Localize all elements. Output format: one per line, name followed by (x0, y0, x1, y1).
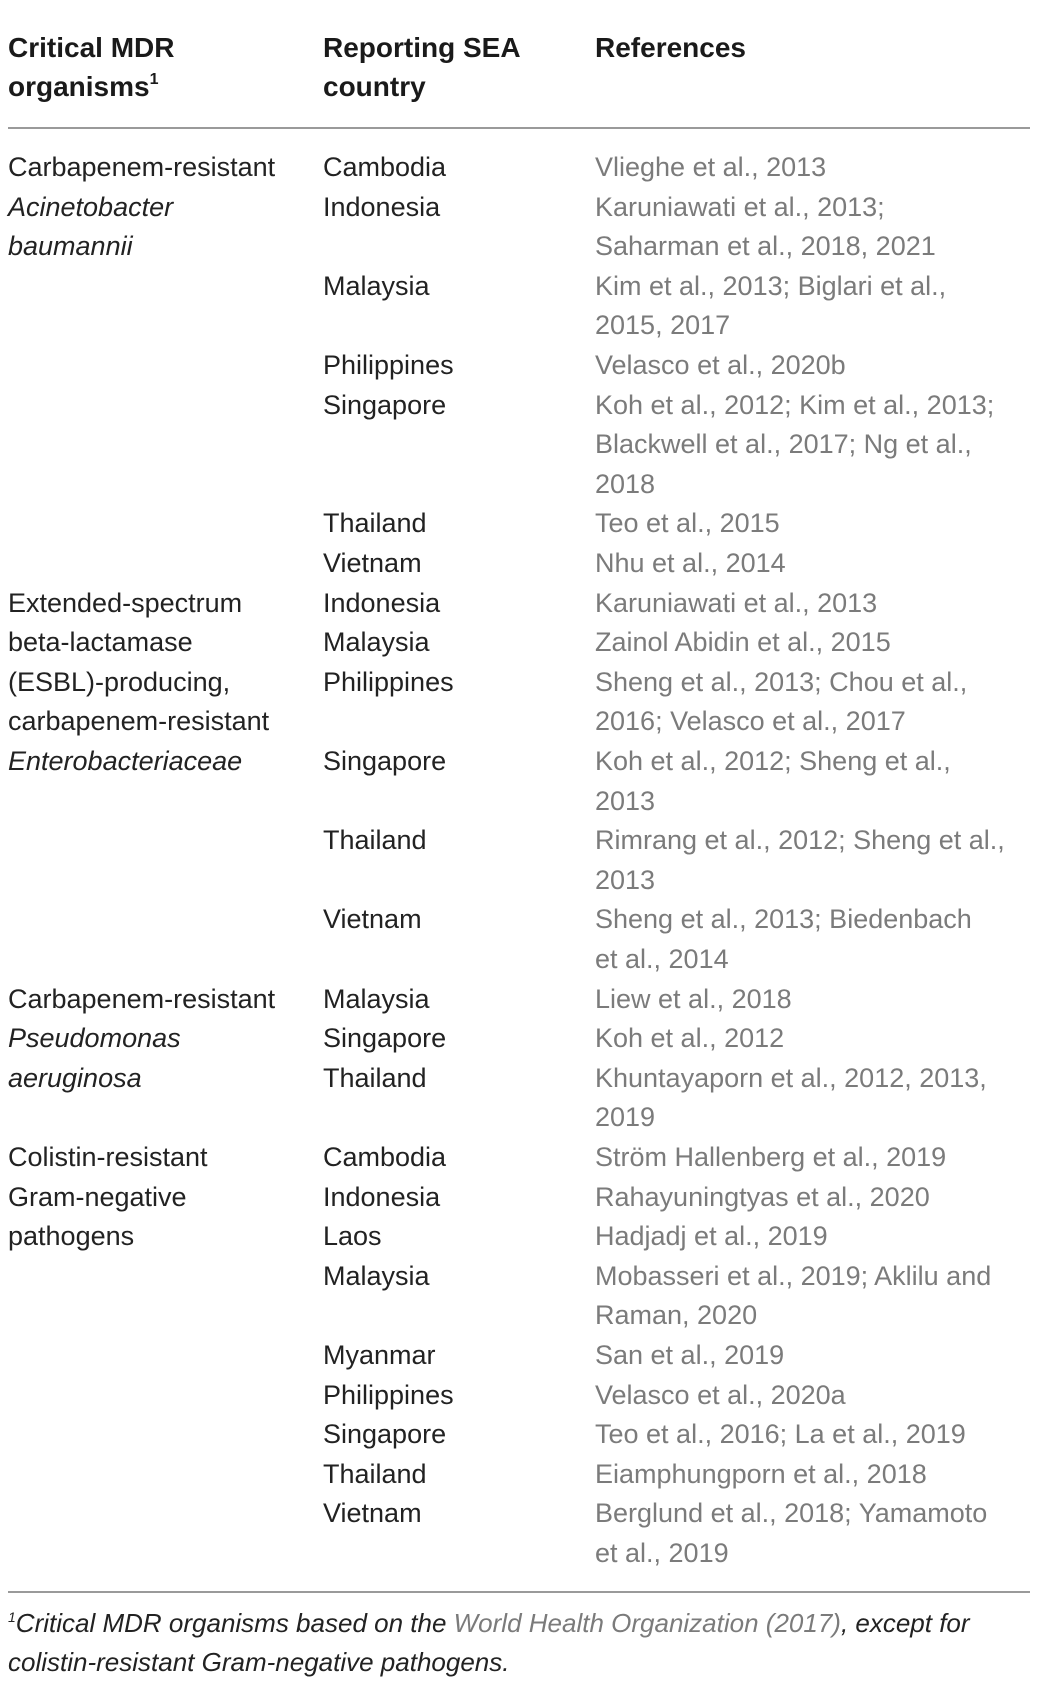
country-cell: Indonesia (323, 1181, 441, 1212)
country-cell: Philippines (323, 1379, 454, 1410)
reference-link[interactable]: Velasco et al., 2020b (595, 350, 846, 380)
reference-link[interactable]: Karuniawati et al., 2013 (595, 587, 878, 618)
organism-name-line: beta-lactamase (8, 627, 193, 658)
country-cell: Malaysia (323, 270, 430, 301)
country-cell: Philippines (323, 666, 454, 697)
country-cell: Singapore (323, 1023, 447, 1054)
country-cell: Malaysia (323, 983, 430, 1014)
organism-name-line: baumannii (8, 231, 133, 262)
reference-link[interactable]: Berglund et al., 2018; Yamamoto (595, 1498, 988, 1529)
organism-name-line: Pseudomonas (8, 1023, 181, 1054)
reference-link[interactable]: Liew et al., 2018 (595, 983, 792, 1014)
country-cell: Thailand (323, 825, 427, 856)
reference-link[interactable]: Velasco et al., 2020a (595, 1379, 846, 1410)
footnote: $^1$Critical MDR organisms based on the World Health Organization (2017), except for colistin-resistant Gram-negative pathogens. (8, 1608, 970, 1677)
reference-link[interactable]: 2018 (595, 468, 656, 499)
country-cell: Singapore (323, 389, 447, 420)
reference-link[interactable]: Ström Hallenberg et al., 2019 (595, 1142, 947, 1172)
reference-link[interactable]: San et al., 2019 (595, 1340, 785, 1370)
organism-name-line: (ESBL)-producing, (8, 666, 231, 697)
reference-link[interactable]: Koh et al., 2012; Kim et al., 2013; (595, 389, 995, 420)
reference-link[interactable]: Raman, 2020 (595, 1300, 758, 1331)
country-cell: Indonesia (323, 587, 441, 618)
country-cell: Malaysia (323, 627, 430, 658)
organism-name-line: aeruginosa (8, 1062, 142, 1093)
organism-name-line: Carbapenem-resistant (8, 983, 276, 1014)
reference-link[interactable]: Eiamphungporn et al., 2018 (595, 1458, 927, 1489)
country-cell: Singapore (323, 746, 447, 776)
organism-name-line: Gram-negative (8, 1181, 187, 1212)
header-organisms: Critical MDR organisms$^1$ (8, 32, 175, 102)
country-cell: Thailand (323, 508, 427, 539)
footer-rule (8, 1591, 1030, 1593)
organism-name-line: Enterobacteriaceae (8, 746, 243, 776)
reference-link[interactable]: Rahayuningtyas et al., 2020 (595, 1181, 930, 1212)
country-cell: Thailand (323, 1458, 427, 1489)
reference-link[interactable]: 2013 (595, 864, 656, 895)
reference-link[interactable]: Karuniawati et al., 2013; (595, 191, 885, 222)
reference-link[interactable]: Rimrang et al., 2012; Sheng et al., (595, 825, 1005, 856)
country-cell: Cambodia (323, 1142, 447, 1172)
reference-link[interactable]: Sheng et al., 2013; Chou et al., (595, 666, 968, 697)
reference-link[interactable]: 2016; Velasco et al., 2017 (595, 706, 906, 737)
reference-link[interactable]: Vlieghe et al., 2013 (595, 152, 827, 182)
organism-name-line: Acinetobacter (8, 191, 174, 222)
footnote-marker: 1 (149, 71, 159, 88)
country-cell: Myanmar (323, 1340, 436, 1370)
organism-name-line: Extended-spectrum (8, 587, 243, 618)
reference-link[interactable]: Teo et al., 2016; La et al., 2019 (595, 1419, 966, 1450)
country-cell: Vietnam (323, 1498, 422, 1529)
reference-link[interactable]: Koh et al., 2012; Sheng et al., (595, 746, 951, 776)
reference-link[interactable]: 2015, 2017 (595, 310, 731, 341)
header-country: Reporting SEA country (323, 32, 521, 102)
organism-name-line: pathogens (8, 1221, 135, 1252)
country-cell: Cambodia (323, 152, 447, 182)
reference-link[interactable]: Mobasseri et al., 2019; Aklilu and (595, 1260, 992, 1291)
country-cell: Philippines (323, 350, 454, 380)
reference-link[interactable]: Teo et al., 2015 (595, 508, 780, 539)
country-cell: Laos (323, 1221, 382, 1252)
country-cell: Malaysia (323, 1260, 430, 1291)
reference-link[interactable]: 2019 (595, 1102, 656, 1133)
reference-link[interactable]: Khuntayaporn et al., 2012, 2013, (595, 1062, 987, 1093)
country-cell: Vietnam (323, 904, 422, 935)
reference-link[interactable]: Koh et al., 2012 (595, 1023, 785, 1054)
reference-link[interactable]: Saharman et al., 2018, 2021 (595, 231, 936, 262)
organism-name-line: carbapenem-resistant (8, 706, 270, 737)
reference-link[interactable]: Kim et al., 2013; Biglari et al., (595, 270, 947, 301)
who-reference-link[interactable]: World Health Organization (2017) (453, 1608, 841, 1638)
header-references: References (595, 32, 746, 63)
reference-link[interactable]: Hadjadj et al., 2019 (595, 1221, 828, 1252)
country-cell: Thailand (323, 1062, 427, 1093)
reference-link[interactable]: Blackwell et al., 2017; Ng et al., (595, 429, 972, 460)
country-cell: Singapore (323, 1419, 447, 1450)
organism-name-line: Colistin-resistant (8, 1142, 208, 1172)
country-cell: Vietnam (323, 548, 422, 578)
reference-link[interactable]: et al., 2019 (595, 1538, 729, 1568)
header-rule (8, 127, 1030, 129)
reference-link[interactable]: Zainol Abidin et al., 2015 (595, 627, 891, 658)
reference-link[interactable]: 2013 (595, 785, 656, 816)
organism-name-line: Carbapenem-resistant (8, 152, 276, 182)
reference-link[interactable]: Sheng et al., 2013; Biedenbach (595, 904, 972, 935)
reference-link[interactable]: Nhu et al., 2014 (595, 548, 786, 578)
reference-link[interactable]: et al., 2014 (595, 944, 729, 974)
country-cell: Indonesia (323, 191, 441, 222)
